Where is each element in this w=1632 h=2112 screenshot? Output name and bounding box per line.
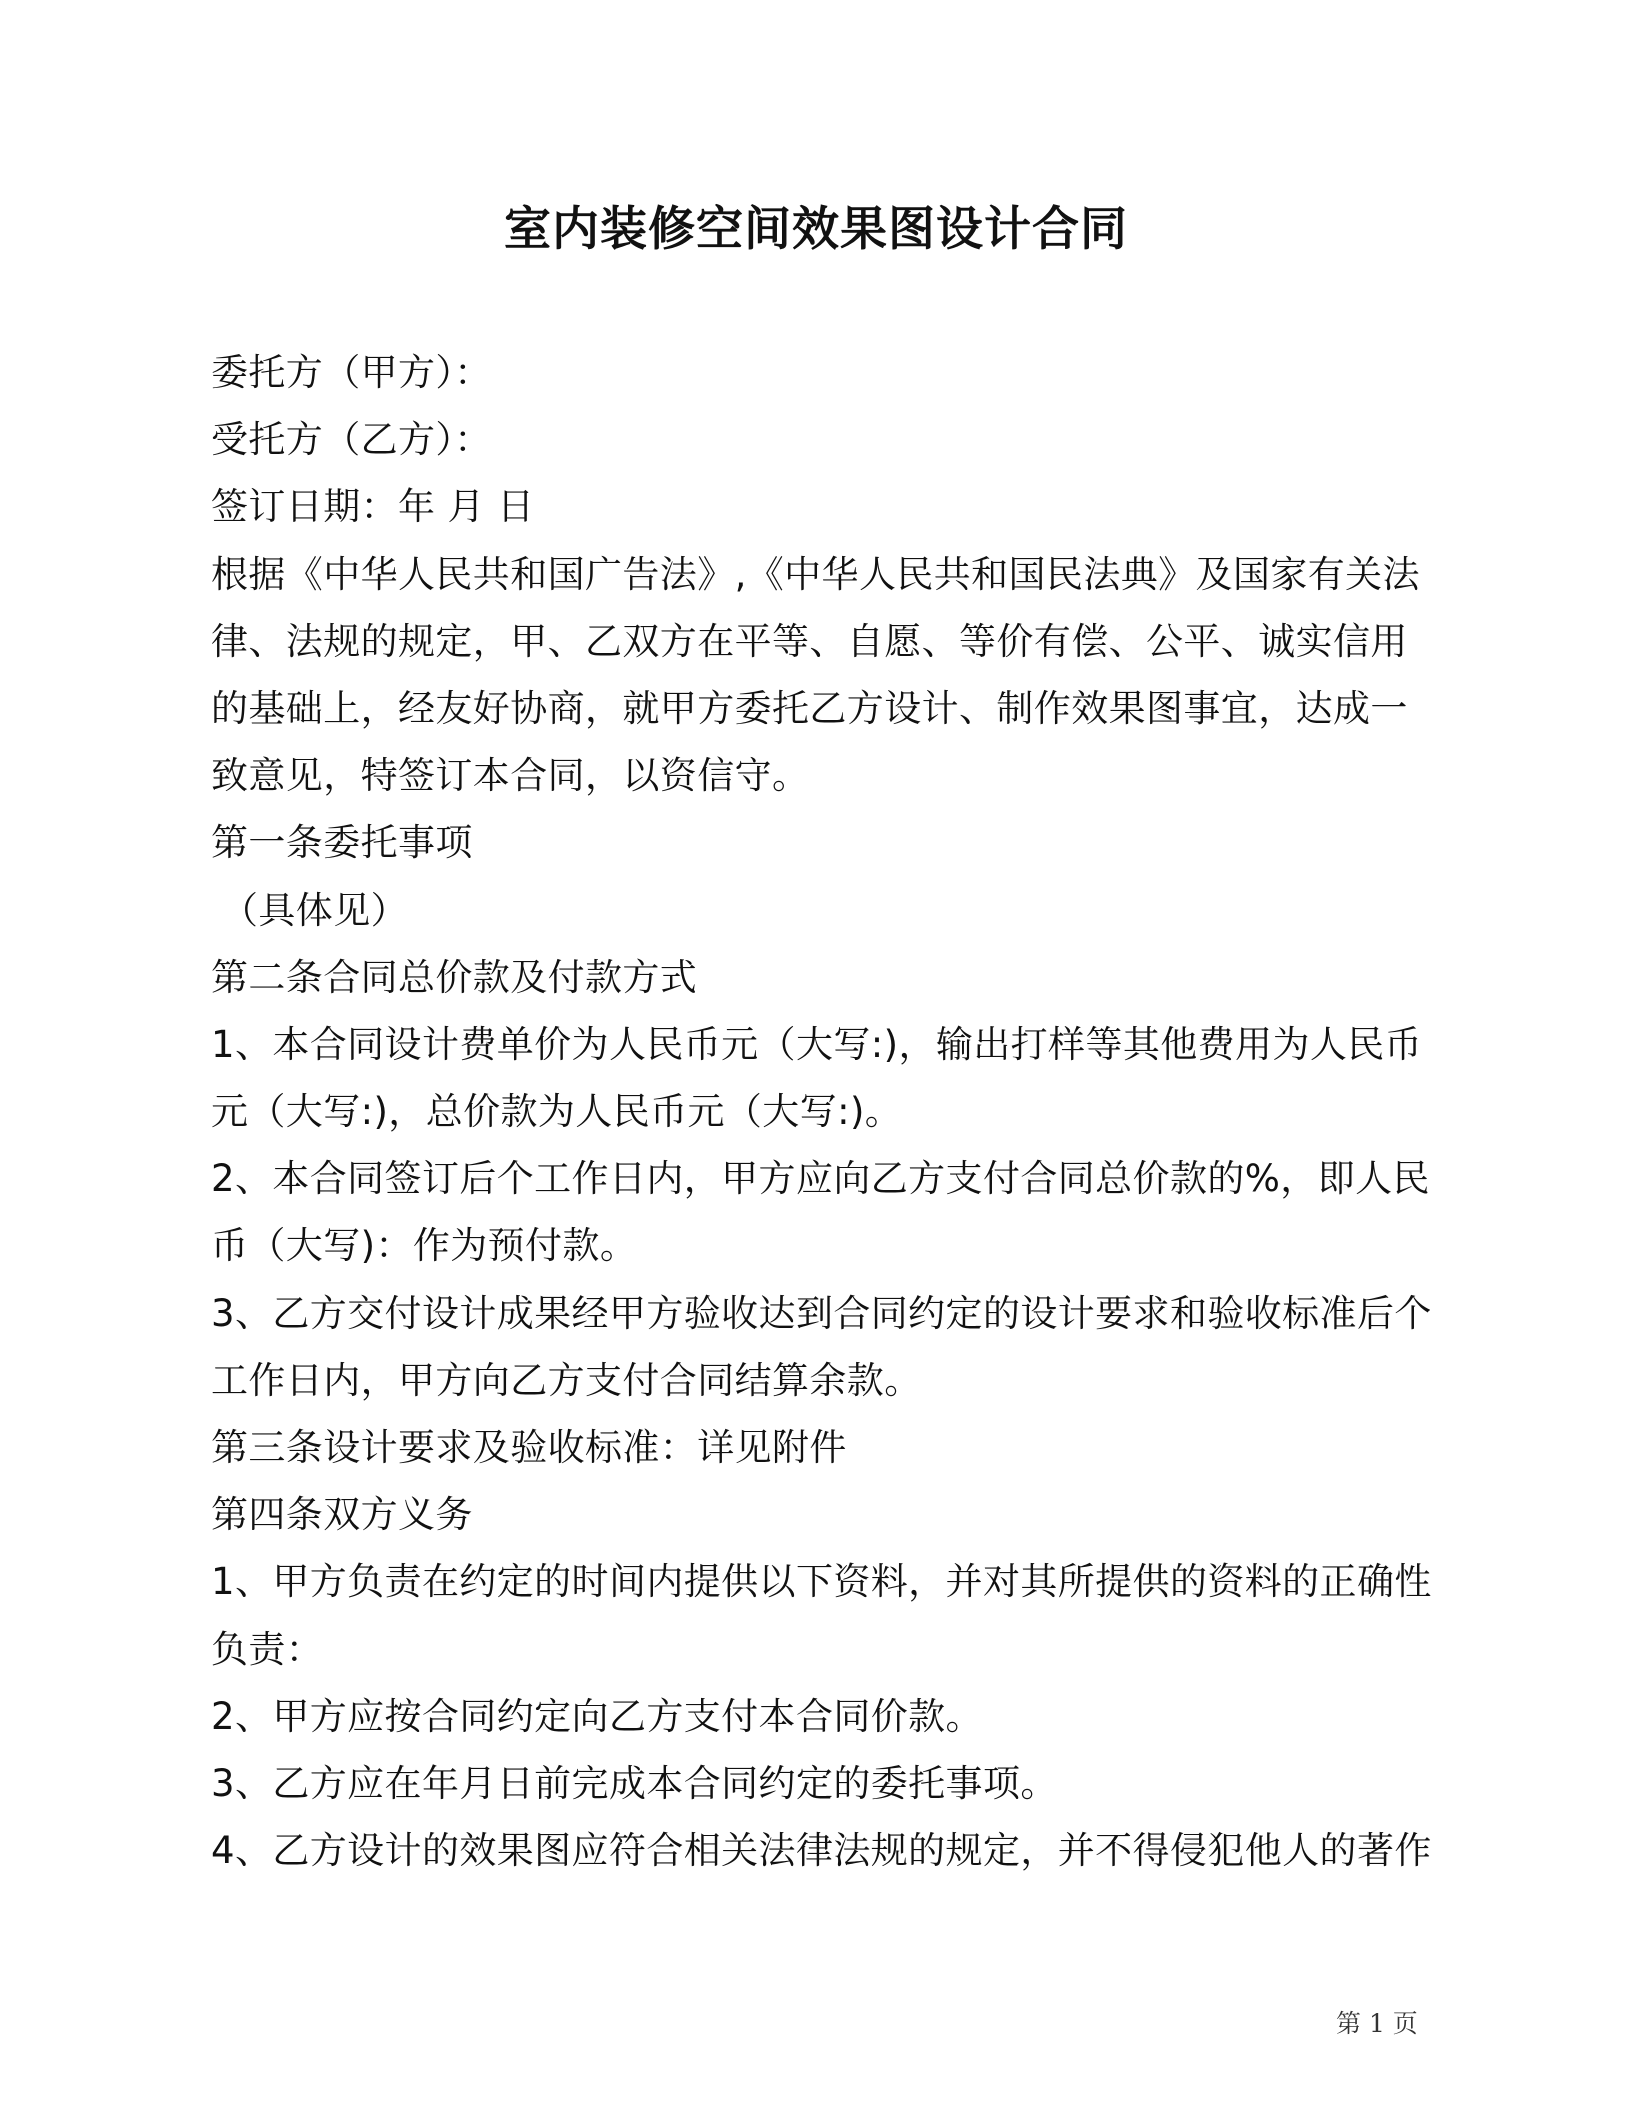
article-2-clause-line: 1、本合同设计费单价为人民币元（大写:)，输出打样等其他费用为人民币 xyxy=(211,1022,1423,1066)
article-4-clause-line: 4、乙方设计的效果图应符合相关法律法规的规定，并不得侵犯他人的著作 xyxy=(211,1829,1432,1873)
article-4-heading: 第四条双方义务 xyxy=(211,1493,473,1537)
article-4-clause-line: 3、乙方应在年月日前完成本合同约定的委托事项。 xyxy=(211,1761,1058,1805)
article-1-heading: 第一条委托事项 xyxy=(211,821,473,865)
article-2-clause-line: 工作日内，甲方向乙方支付合同结算余款。 xyxy=(211,1358,922,1402)
article-2-clause-line: 币（大写)：作为预付款。 xyxy=(211,1224,638,1268)
preamble-line: 律、法规的规定，甲、乙双方在平等、自愿、等价有偿、公平、诚实信用 xyxy=(211,619,1408,663)
party-a-line: 委托方（甲方）： xyxy=(211,351,492,394)
article-2-clause-line: 2、本合同签订后个工作日内，甲方应向乙方支付合同总价款的%，即人民 xyxy=(211,1157,1430,1201)
preamble-line: 根据《中华人民共和国广告法》,《中华人民共和国民法典》及国家有关法 xyxy=(211,552,1420,596)
party-b-line: 受托方（乙方）： xyxy=(211,418,492,462)
article-2-clause-line: 3、乙方交付设计成果经甲方验收达到合同约定的设计要求和验收标准后个 xyxy=(211,1291,1432,1335)
preamble-line: 致意见，特签订本合同，以资信守。 xyxy=(211,754,810,798)
document-title: 室内装修空间效果图设计合同 xyxy=(504,202,1128,257)
article-4-clause-line: 负责： xyxy=(211,1627,324,1671)
article-2-clause-line: 元（大写:)，总价款为人民币元（大写:)。 xyxy=(211,1090,903,1134)
document-body xyxy=(211,339,1431,1884)
page-number: 第 1 页 xyxy=(1336,2009,1418,2038)
article-3-heading: 第三条设计要求及验收标准：详见附件 xyxy=(211,1426,847,1469)
preamble-line: 的基础上，经友好协商，就甲方委托乙方设计、制作效果图事宜，达成一 xyxy=(211,686,1408,730)
article-4-clause-line: 2、甲方应按合同约定向乙方支付本合同价款。 xyxy=(211,1694,983,1738)
article-2-heading: 第二条合同总价款及付款方式 xyxy=(211,955,698,999)
article-1-content: （具体见） xyxy=(221,888,408,932)
signing-date-line: 签订日期：年 月 日 xyxy=(211,485,535,529)
article-4-clause-line: 1、甲方负责在约定的时间内提供以下资料，并对其所提供的资料的正确性 xyxy=(211,1560,1432,1604)
